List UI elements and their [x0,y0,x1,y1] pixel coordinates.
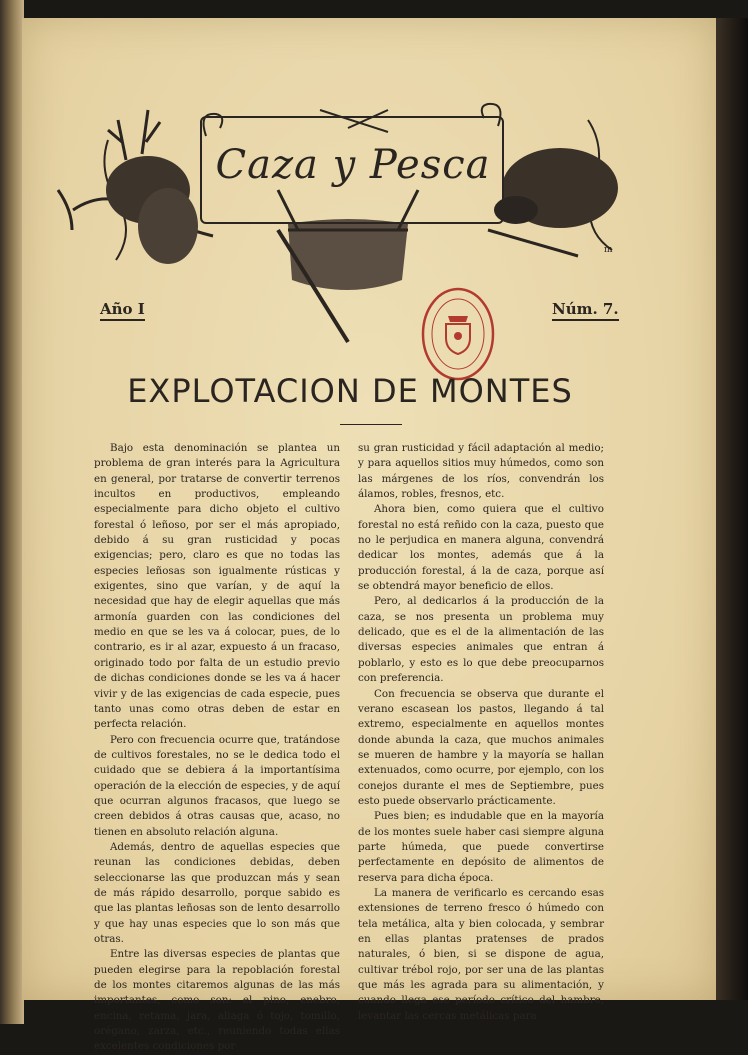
headline-rule [340,424,402,425]
paragraph: Ahora bien, como quiera que el cultivo forestal no está reñido con la caza, puesto que no le perjudica en manera alguna, convendrá dedicar los montes, además que á la producción forestal, á la de caza, porque así se obtendrá mayor beneficio de ellos. [358,503,604,593]
paragraph: Bajo esta denominación se plantea un problema de gran interés para la Agricultura en general, por tratarse de convertir terrenos incultos en productivos, empleando especialmente para dicho objeto el cultivo forestal ó leñoso, por ser el más apropiado, debido á su gran rusticidad y pocas exigencias; pero, claro es que no todas las especies leñosas son igualmente rústicas y exigentes, sino que varían, y de aquí la necesidad que hay de elegir aquellas que más armonía guarden con las condiciones del medio en que se les va á colocar, pues, de lo contrario, es ir al azar, expuesto á un fracaso, originado todo por falta de un estudio previo de dichas condiciones donde se les va á hacer vivir y de las exigencias de cada especie, pues tanto unas como otras deben de estar en perfecta relación. [94,442,340,731]
right-column [358,441,604,1024]
paragraph: Entre las diversas especies de plantas que pueden elegirse para la repoblación forestal de los montes citaremos algunas de las más importantes, como son: el pino, enebro, encina, retama, jara, aliaga ó tojo, tomillo, orégano, zarza, etc., reuniendo todas ellas excelentes condiciones por [94,948,340,1053]
paragraph-continuation: su gran rusticidad y fácil adaptación al medio; y para aquellos sitios muy húmedos, como son las márgenes de los ríos, convendrán los álamos, robles, fresnos, etc. [358,442,604,501]
scan-edge [716,18,748,1000]
paragraph: Pero con frecuencia ocurre que, tratándose de cultivos forestales, no se le dedica todo el cuidado que se debiera á la importantísima operación de la elección de especies, y de aquí que ocurran algunos fracasos, que luego se creen debidos á otras causas que, acaso, no tienen en absoluto relación alguna. [94,733,340,838]
paragraph: Pero, al dedicarlos á la producción de la caza, se nos presenta un problema muy delicado, que es el de la alimentación de las diversas especies animales que entran á poblarlo, y esto es lo que debe preocuparnos con preferencia. [358,595,604,685]
paragraph: Con frecuencia se observa que durante el verano escasean los pastos, llegando á tal extremo, especialmente en aquellos montes donde abunda la caza, que muchos animales se mueren de hambre y la mayoría se hallan extenuados, como ocurre, por ejemplo, con los conejos durante el mes de Septiembre, pues esto puede observarlo prácticamente. [358,687,604,807]
library-stamp [420,286,496,382]
coat-of-arms-icon [446,316,470,354]
article-headline: EXPLOTACION DE MONTES [127,372,573,410]
paragraph: Además, dentro de aquellas especies que reunan las condiciones debidas, deben seleccionarse las que produzcan más y sean de más rápido desarrollo, porque sabido es que las plantas leñosas son de lento desarrollo y que hay unas especies que lo son más que otras. [94,840,340,945]
issue-year: Año I [100,300,145,321]
paragraph: La manera de verificarlo es cercando esas extensiones de terreno fresco ó húmedo con tela metálica, alta y bien colocada, y sembrar en ellas plantas pratenses de prados naturales, ó bien, si se dispone de agua, cultivar trébol rojo, por ser una de las plantas que más les agrada para su alimentación, y cuando llega ese período crítico del hambre, levantar las cercas metálicas para [358,886,604,1022]
boar-icon [494,148,618,228]
left-column [94,441,340,1055]
paragraph: Pues bien; es indudable que en la mayoría de los montes suele haber casi siempre alguna parte húmeda, que puede convertirse perfectamente en depósito de alimentos de reserva para dicha época. [358,810,604,884]
magazine-title: Caza y Pesca [215,142,491,188]
issue-number: Núm. 7. [552,300,619,321]
engraver-mark: m [604,245,613,255]
book-spine [0,0,24,1024]
deer-icon [106,110,198,264]
